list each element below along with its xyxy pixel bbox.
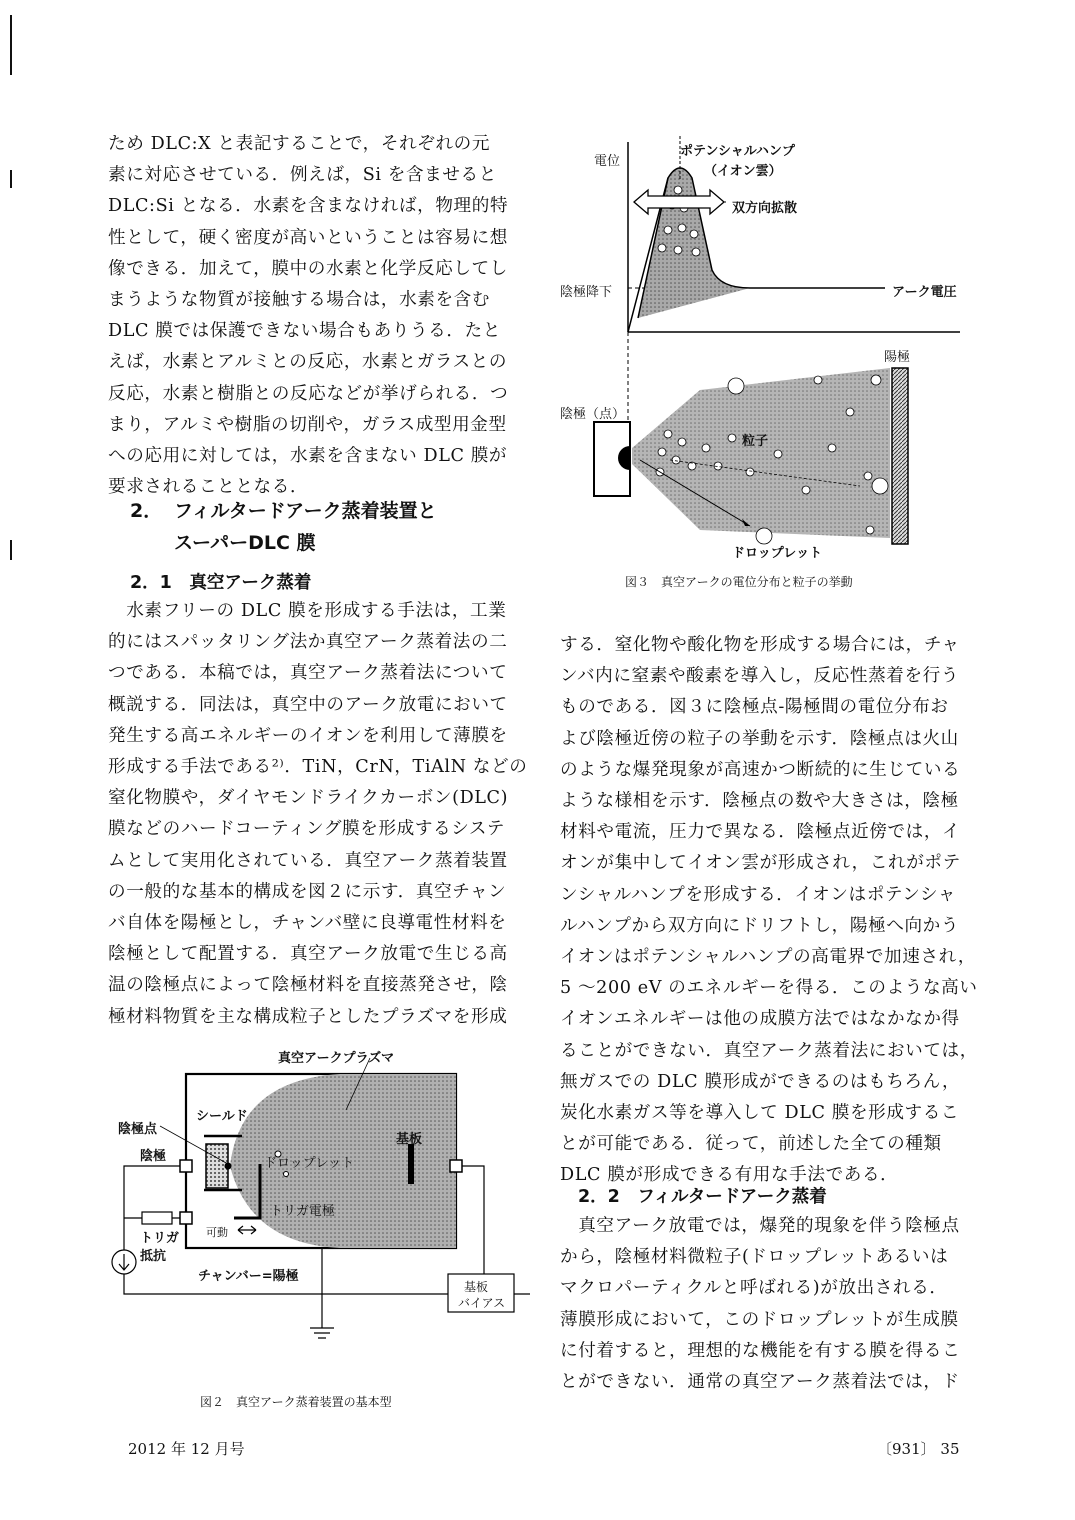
text-line: に付着すると，理想的な機能を有する膜を得るこ [560, 1340, 961, 1361]
right-column-text [560, 630, 980, 1192]
text-line: 的にはスパッタリング法か真空アーク蒸着法の二 [108, 632, 508, 653]
fig2-substrate-label: 基板 [396, 1132, 423, 1147]
fig3-droplet-label: ドロップレット [732, 546, 823, 561]
margin-line-top [10, 15, 12, 75]
fig2-bias-label-2: バイアス [458, 1296, 506, 1310]
left-column-text [108, 129, 528, 503]
text-line: DLC 膜が形成できる有用な手法である． [560, 1165, 899, 1186]
text-line: ものである．図３に陰極点-陽極間の電位分布お [560, 697, 949, 718]
fig2-shield-label: シールド [196, 1109, 248, 1124]
text-line: 素に対応させている．例えば，Si を含ませると [108, 165, 497, 186]
text-line: 反応，水素と樹脂との反応などが挙げられる．つ [108, 383, 509, 404]
fig3-potential-label: 電位 [594, 154, 621, 169]
text-line: DLC 膜では保護できない場合もありうる．たと [108, 321, 501, 342]
text-line: 像できる．加えて，膜中の水素と化学反応してし [108, 258, 508, 279]
text-line: ンバ内に窒素や酸素を導入し，反応性蒸着を行う [560, 666, 960, 687]
section-2-2-heading: 2．2 フィルタードアーク蒸着 [578, 1187, 827, 1207]
margin-line-middle [10, 170, 12, 188]
text-line: 要求されることとなる． [108, 477, 309, 498]
text-line: まり，アルミや樹脂の切削や，ガラス成型用金型 [108, 414, 507, 435]
fig3-anode-label: 陽極 [884, 350, 911, 365]
text-line: えば，水素とアルミとの反応，水素とガラスとの [108, 352, 508, 373]
text-line: 無ガスでの DLC 膜形成ができるのはもちろん， [560, 1071, 961, 1092]
section-2-title-line2: スーパーDLC 膜 [174, 532, 316, 554]
text-line: ることができない．真空アーク蒸着法においては， [560, 1040, 978, 1061]
fig2-trigger-resistor-label-2: 抵抗 [140, 1249, 167, 1264]
text-line: 真空アーク放電では，爆発的現象を伴う陰極点 [560, 1216, 960, 1236]
fig3-particles-label: 粒子 [742, 434, 769, 449]
text-line: バ自体を陽極とし，チャンバ壁に良導電性材料を [108, 913, 507, 934]
text-line: とが可能である．従って，前述した全ての種類 [560, 1134, 942, 1155]
text-line: から，陰極材料微粒子(ドロップレットあるいは [560, 1247, 949, 1268]
section-2-1-heading: 2．1 真空アーク蒸着 [130, 573, 312, 593]
anode-plate [892, 368, 908, 544]
fig2-movable-label: 可動 [206, 1226, 228, 1239]
text-line: ような様相を示す．陰極点の数や大きさは，陰極 [560, 791, 959, 812]
plasma-cone [632, 368, 890, 538]
text-line: ンシャルハンプを形成する．イオンはポテンシャ [560, 884, 957, 905]
text-line: 性として，硬く密度が高いということは容易に想 [108, 227, 508, 248]
figure-3-diagram [550, 130, 990, 570]
fig3-hump-label: ポテンシャルハンプ [680, 144, 795, 159]
text-line: つである．本稿では，真空アーク蒸着法について [108, 663, 508, 684]
trigger-resistor [142, 1212, 172, 1224]
text-line: 形成する手法である²⁾．TiN，CrN，TiAlN などの [108, 757, 528, 778]
fig2-trigger-resistor-label-1: トリガ [140, 1231, 179, 1246]
fig3-cathode-spot-label: 陰極（点） [560, 407, 626, 422]
text-line: とができない．通常の真空アーク蒸着法では，ド [560, 1372, 960, 1393]
text-line: のような爆発現象が高速かつ断続的に生じている [560, 759, 961, 780]
fig3-cathode-fall-label: 陰極降下 [560, 285, 613, 300]
text-line: オンが集中してイオン雲が形成され，これがポテ [560, 853, 961, 874]
fig2-cathode-label: 陰極 [140, 1149, 167, 1164]
text-line: ルハンプから双方向にドリフトし，陽極へ向かう [560, 915, 960, 936]
fig2-cathode-spot-label: 陰極点 [118, 1122, 158, 1137]
text-line: よび陰極近傍の粒子の挙動を示す．陰極点は火山 [560, 728, 959, 749]
text-line: 膜などのハードコーティング膜を形成するシステ [108, 819, 505, 840]
text-line: 炭化水素ガス等を導入して DLC 膜を形成するこ [560, 1103, 960, 1124]
text-line: 材料や電流，圧力で異なる．陰極点近傍では，イ [560, 822, 961, 843]
text-line: 概説する．同法は，真空中のアーク放電において [108, 694, 508, 715]
right-column-text-2 [560, 1211, 960, 1398]
left-column-text-2 [108, 596, 527, 1033]
text-line: イオンエネルギーは他の成膜方法ではなかなか得 [560, 1009, 960, 1030]
text-line: 極材料物質を主な構成粒子としたプラズマを形成 [108, 1006, 508, 1027]
text-line: 薄膜形成において，このドロップレットが生成膜 [560, 1309, 959, 1330]
fig2-droplet-label: ドロップレット [264, 1156, 355, 1171]
fig3-arc-voltage-label: アーク電圧 [892, 285, 957, 300]
text-line: ムとして実用化されている．真空アーク蒸着装置 [108, 850, 508, 871]
figure-2-caption: 図２ 真空アーク蒸着装置の基本型 [200, 1395, 392, 1409]
margin-line-lower [10, 540, 12, 560]
text-line: する．窒化物や酸化物を形成する場合には，チャ [560, 635, 960, 655]
text-line: への応用に対しては，水素を含まない DLC 膜が [108, 446, 508, 467]
fig2-bias-label-1: 基板 [464, 1280, 489, 1294]
section-2-heading [130, 495, 437, 559]
text-line: 温の陰極点によって陰極材料を直接蒸発させ，陰 [108, 975, 508, 996]
text-line: 水素フリーの DLC 膜を形成する手法は，工業 [108, 601, 507, 621]
fig2-chamber-label: チャンバー=陽極 [198, 1269, 299, 1284]
footer-issue: 2012 年 12 月号 [128, 1440, 245, 1458]
text-line: の一般的な基本的構成を図２に示す．真空チャン [108, 881, 507, 902]
fig2-trigger-electrode-label: トリガ電極 [270, 1204, 335, 1219]
text-line: ため DLC:X と表記することで，それぞれの元 [108, 134, 491, 154]
figure-3-caption: 図３ 真空アークの電位分布と粒子の挙動 [625, 575, 853, 589]
footer-page-number: 〔931〕 35 [877, 1440, 960, 1458]
text-line: まうような物質が接触する場合は，水素を含む [108, 290, 491, 311]
text-line: 発生する高エネルギーのイオンを利用して薄膜を [108, 725, 508, 746]
text-line: 窒化物膜や，ダイヤモンドライクカーボン(DLC) [108, 788, 509, 809]
fig3-ion-cloud-label: （イオン雲） [704, 164, 782, 179]
fig3-bidirectional-label: 双方向拡散 [732, 201, 798, 216]
text-line: 陰極として配置する．真空アーク放電で生じる高 [108, 944, 508, 965]
section-2-title-line1: フィルタードアーク蒸着装置と [174, 500, 437, 522]
section-2-number: 2． [130, 500, 163, 522]
fig2-plasma-label: 真空アークプラズマ [278, 1051, 394, 1066]
substrate-plate [408, 1144, 414, 1184]
potential-hump-shape [638, 168, 750, 318]
text-line: 5 ～200 eV のエネルギーを得る．このような高い [560, 978, 978, 999]
text-line: マクロパーティクルと呼ばれる)が放出される． [560, 1278, 948, 1299]
text-line: イオンはポテンシャルハンプの高電界で加速され， [560, 947, 977, 968]
text-line: DLC:Si となる．水素を含まなければ，物理的特 [108, 196, 509, 217]
